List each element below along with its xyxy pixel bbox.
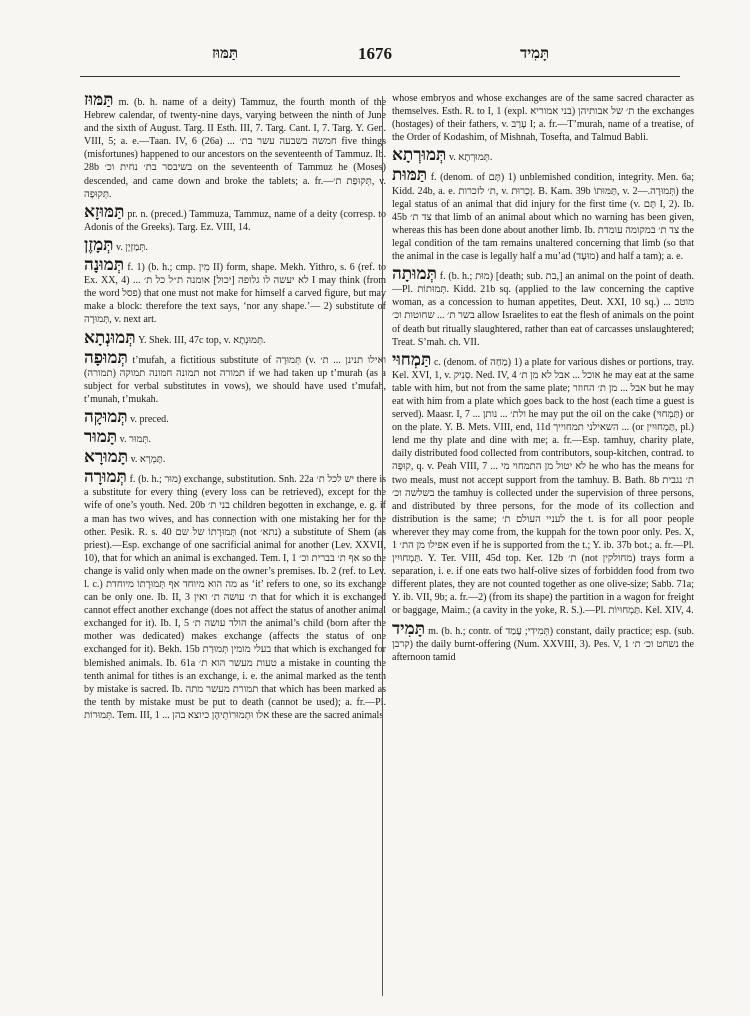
- entry-definition: c. (denom. of מַחַה) 1) a plate for various dishes or portions, tray. Kel. XVI, 1, v. סְנִיק. Ned. IV, 4 אוכל ... אבל לא מן ת׳ he may eat at the same table with him, but not from the same plate; אבל ... מן ת׳ החוזר but he may eat with him from a plate which goes back to the host (each time a guest is served). Maasr. I, 7 ... ולת׳ ... נותן he may put the oil on the cake (תַּמְחוּי) or on the plate. Y. B. Mets. VIII, end, 11d השאילני תמחוייך ... (or תַּמְחוּיִין, pl.) lend me thy plate and dine with me; a. fr.—Esp. tamhuy, charity plate, daily distributed food collected from contributors, soup-kitchen, contrad. to קוּפָּה, q. v. Peah VIII, 7 ... לא יטול מן התמחוי מי he who has the means for two meals, must not accept support from the tamhuy. B. Bath. 8b ת׳ נגבית בשלשה וכ׳ the tamhuy is collected under the supervision of three persons, and distributed by three persons, for the mode of its collection and distribution is the same; לעניי העולם ת׳ the t. is for all poor people wherever they may come from, the kuppah for the town poor only. Pes. X, 1 אפילו מן הת׳ even if he is supported from the t.; Y. ib. 37b bot.; a. fr.—Pl. תַּמְחוּיִין. Y. Ter. VIII, 45d top. Ker. 12b ת׳ (not מחולקין) trays form a separation, i. e. if one eats two half-olive sizes of forbidden food from two different plates, they are not counted together as one olive-size; Sabb. 71a; Y. ib. VII, 9b; a. fr.—2) (from its shape) the partition in a wagon for freight or baggage, Maim.; (a cavity in the yoke, R. S.).—Pl. תַּמְחוּיוֹת. Kel. XIV, 4.: [392, 356, 695, 617]
- dictionary-entry: [84, 406, 386, 426]
- entry-definition: m. (b. h.; contr. of תְּמִידִי; עָמַד) constant, daily practice; esp. (sub. קרבן) the daily burnt-offering (Num. XXVIII, 3). Pes. V, 1 נשחט וכ׳ ת׳ the afternoon tamid: [392, 625, 694, 663]
- entry-definition: v. תְּמַזְיָן.: [116, 241, 148, 253]
- entry-definition: pr. n. (preced.) Tammuza, Tammuz, name of a deity (corresp. to Adonis of the Greeks). Targ. Ez. VIII, 14.: [84, 208, 386, 233]
- dictionary-entry: [84, 257, 386, 326]
- column-divider: [382, 96, 383, 996]
- entry-headword: תְּמוּנְתָא: [84, 327, 136, 347]
- dictionary-entry: [392, 92, 694, 144]
- entry-headword: תְּמוּקָה: [84, 406, 128, 426]
- page-header: [0, 44, 750, 72]
- entry-headword: תְּמוּרְתָא: [392, 145, 447, 165]
- dictionary-entry: [392, 266, 694, 349]
- dictionary-entry: [84, 92, 386, 201]
- dictionary-entry: [84, 449, 386, 466]
- entry-headword: תְּמוּפָה: [84, 347, 128, 367]
- dictionary-entry: [392, 618, 694, 664]
- page-number: 1676: [358, 44, 392, 63]
- dictionary-entry: [84, 429, 386, 446]
- entry-definition: f. (b. h.; מוּת) [death; sub. בת,] an animal on the point of death.—Pl. תְּמוּתוֹת. Kidd. 21b sq. (applied to the law concerning the captive woman, as a concession to human appetites, Deut. XXI, 10 sq.) מוטב ... בשר ת׳ ... שחוטות וכ׳ allow Israelites to eat the flesh of animals on the point of death but ritually slaughtered, rather than eat of carcasses unslaughtered; Treat. S’mah. ch. VII.: [392, 271, 695, 348]
- dictionary-entry: [84, 347, 386, 406]
- entry-headword: תַּמּוּזָא: [84, 201, 125, 221]
- entry-headword: תָּמוּרָא: [84, 447, 129, 467]
- entry-definition: Y. Shek. III, 47c top, v. תְּמוּנְתָא.: [138, 334, 266, 346]
- entry-headword: תַּמּוּז: [84, 90, 114, 109]
- entry-definition: v. תָּמְרָא.: [130, 454, 166, 466]
- entry-headword: תָּמִיד: [392, 618, 426, 638]
- left-column: [84, 92, 386, 725]
- entry-definition: v. תְּמוּר.: [119, 434, 152, 446]
- right-column: [392, 92, 694, 667]
- entry-headword: תָּמוּר: [84, 427, 118, 447]
- dictionary-entry: [84, 234, 386, 254]
- entry-headword: תַּמּוּת: [392, 165, 428, 185]
- entry-headword: תְּמוּתָה: [392, 264, 437, 284]
- left-running-head: תַּמּוּז: [212, 46, 239, 62]
- entry-headword: תְּמָזֶן: [84, 234, 114, 254]
- dictionary-entry: [84, 201, 386, 234]
- entry-definition: f. (b. h.; מוּר) exchange, substitution. Snh. 22a יש לכל ת׳ there is a substitute for every thing (every loss can be retrieved), except for the wife of one’s youth. Ned. 20b בני ת׳ children begotten in exchange, e. g. if a man has two wives, and has connection with one mistaking her for the other. Pesik. R. s. 40 תְּמוּרָתוֹ של שם (not נתא׳) a substitute of Shem (as priest).—Esp. exchange of one sacrificial animal for another (Lev. XXVII, 10), that for which an animal is exchanged. Tem. I, 1 אף ת׳ בברית וכ׳ so the change is valid only when made on the owner’s premises. Ib. 2 (ref. to Lev. l. c.) מה הוא מיוחד אף תְּמוּרָתוֹ מיוחדת as ‘it’ refers to one, so its exchange can be only one. Ib. II, 3 ת׳ עושה ת׳ ואין that for which it is exchanged cannot effect another exchange (does not affect the status of another animal exchanged for it). Ib. I, 5 הולד עושה ת׳ the animal’s child (born after the mother was dedicated) makes exchange (affects the status of one exchanged for it). Bekh. 15b בעלי מומין תְּמוּרַת that which is exchanged for blemished animals. Ib. 61a טעות מעשר הוא ת׳ a mistake in counting the tenth animal for tithes is an exchange, i. e. the animal marked as the tenth by mistake is sacred. Ib. תמורת מעשר מתה that which has been marked as the tenth by mistake must be put to death (cannot be used); a. fr.—Pl. תְּמוּרוֹת. Tem. III, 1 ... אלו וּתְמוּרוֹתֵיהֶן כיוצא בהן these are the sacred animals: [84, 474, 387, 721]
- entry-headword: תְּמוּנָה: [84, 255, 125, 275]
- entry-definition: f. (denom. of תָּם) 1) unblemished condition, integrity. Men. 6a; Kidd. 24b, a. e. ת׳ לזכרות, v. זָכְרוּת. B. Kam. 39b תַּמּוּתוֹ, v. תְּמוּרָה.—2) the legal status of an animal that did injury for the first time (v. תָּם I, 2). Ib. 45b צד ת׳ that limb of an animal about which no warning has been given, whereas this has been done about another limb. Ib. צד ת׳ במקומה עומדת the legal condition of the tam remains unaltered concerning that limb (so that the animal in the case is legally half a mu’ad (מוּעָד) and half a tam); a. e.: [392, 172, 694, 263]
- entry-headword: תַּמְחוּי: [392, 349, 432, 369]
- dictionary-entry: [84, 327, 386, 347]
- entry-definition: f. 1) (b. h.; cmp. מִין II) form, shape. Mekh. Yithro, s. 6 (ref. to Ex. XX, 4) ... לא יעשה לו גלופה [יכול] אומנה ת״ל כל ת׳ I may think (from the word פסל) that one must not make for himself a carved figure, but may make a block: therefore the text says, ‘nor any shape.’— 2) substitute of תְּמוּרָה, v. next art.: [84, 262, 386, 326]
- dictionary-entry: [84, 469, 386, 722]
- dictionary-entry: [392, 147, 694, 164]
- dictionary-entry: [392, 167, 694, 263]
- header-rule: [80, 76, 680, 77]
- dictionary-entry: [392, 349, 695, 618]
- right-running-head: תָּמִיד: [520, 46, 550, 62]
- entry-definition: v. תְּמוּרְתָא.: [448, 152, 493, 164]
- entry-definition: v. preced.: [130, 413, 169, 425]
- entry-definition: t’mufah, a fictitious substitute of תְּמוּרָה (v. ואילו תנינן ... ת׳ תמונה חמונה תמוקה (תמורה) not תמורה if we had taken up t’murah (as a subject for verbal substitutes in vows), we should have used t’mufah, t’munah, t’mukah.: [84, 354, 386, 405]
- entry-definition: m. (b. h. name of a deity) Tammuz, the fourth month of the Hebrew calendar, of twenty-nine days, varying between the ninth of June and the sixth of August. Targ. II Esth. III, 7. Targ. Cant. I, 7. Targ. Y. Gen. VIII, 5; a. e.—Taan. IV, 6 (26a) ... חמשה בשבעה עשר בת׳ five things (misfortunes) happened to our ancestors on the seventeenth of Tammuz. Ib. 28b בשיבסר בת׳ נחית וכ׳ on the seventeenth of Tammuz he (Moses) descended, and came down and broke the tablets; a. fr.—תְּקוּפַת ת׳, v. תְּקוּפָה.: [84, 97, 387, 200]
- entry-headword: תְּמוּרָה: [84, 467, 127, 487]
- entry-definition: whose embryos and whose exchanges are of the same sacred character as themselves. Esth. R. to I, 1 (expl. ת׳ של אבותיהן (בני אמוריא the exchanges (hostages) of their fathers, v. עָרַב I; a. fr.—T’murah, name of a treatise, of the Order of Kodashim, of Mishnah, Tosefta, and Talmud Babli.: [392, 93, 694, 144]
